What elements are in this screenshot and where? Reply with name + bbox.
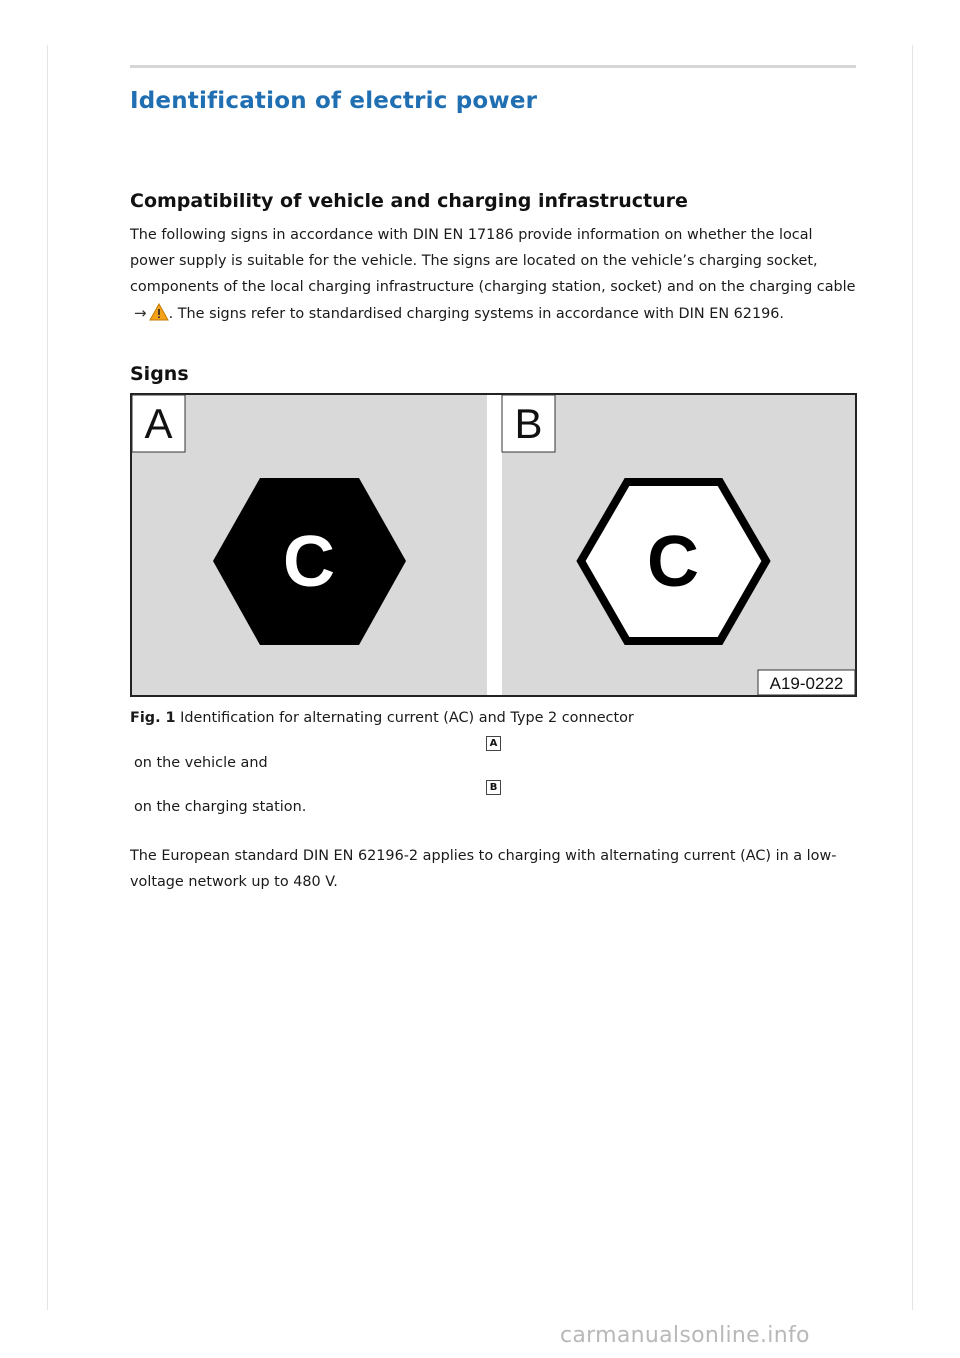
standard-paragraph: The European standard DIN EN 62196-2 applies to charging with alternating current (AC) in a low-voltage network up to 480 V. <box>130 848 837 890</box>
page-border-left <box>47 45 48 1310</box>
figure-caption <box>130 710 634 726</box>
key-a-badge: A <box>486 736 501 751</box>
paragraph-text-start: The following signs in accordance with DIN EN 17186 provide information on whether the local power supply is suitable for the vehicle. The signs are located on the vehicle’s charging socket, components of the local charging infrastructure (charging station, socket) and on the charging cable <box>130 227 856 295</box>
section-heading: Compatibility of vehicle and charging infrastructure <box>130 190 688 212</box>
section-paragraph <box>130 222 860 327</box>
page-title: Identification of electric power <box>130 88 538 114</box>
panel-b-label: B <box>514 400 543 447</box>
footer-watermark[interactable]: carmanualsonline.info <box>560 1323 810 1348</box>
figure-code: A19-0222 <box>769 674 844 693</box>
fig-label: Fig. 1 <box>130 710 176 726</box>
top-rule <box>130 65 856 68</box>
sign-a-letter: C <box>283 522 335 602</box>
caption-text: Identification for alternating current (AC) and Type 2 connector <box>180 710 634 726</box>
paragraph-text-end: . The signs refer to standardised charging systems in accordance with DIN EN 62196. <box>168 306 785 322</box>
signs-figure <box>130 393 857 697</box>
arrow-right-icon: → <box>134 304 147 322</box>
warning-triangle-icon[interactable] <box>149 303 169 321</box>
sign-b-letter: C <box>647 522 699 602</box>
key-b-badge: B <box>486 780 501 795</box>
panel-a-label: A <box>144 400 173 447</box>
caption-line-b: on the charging station. <box>134 799 307 815</box>
caption-line-a: on the vehicle and <box>134 755 268 771</box>
signs-heading: Signs <box>130 363 189 385</box>
page-border-right <box>912 45 913 1310</box>
